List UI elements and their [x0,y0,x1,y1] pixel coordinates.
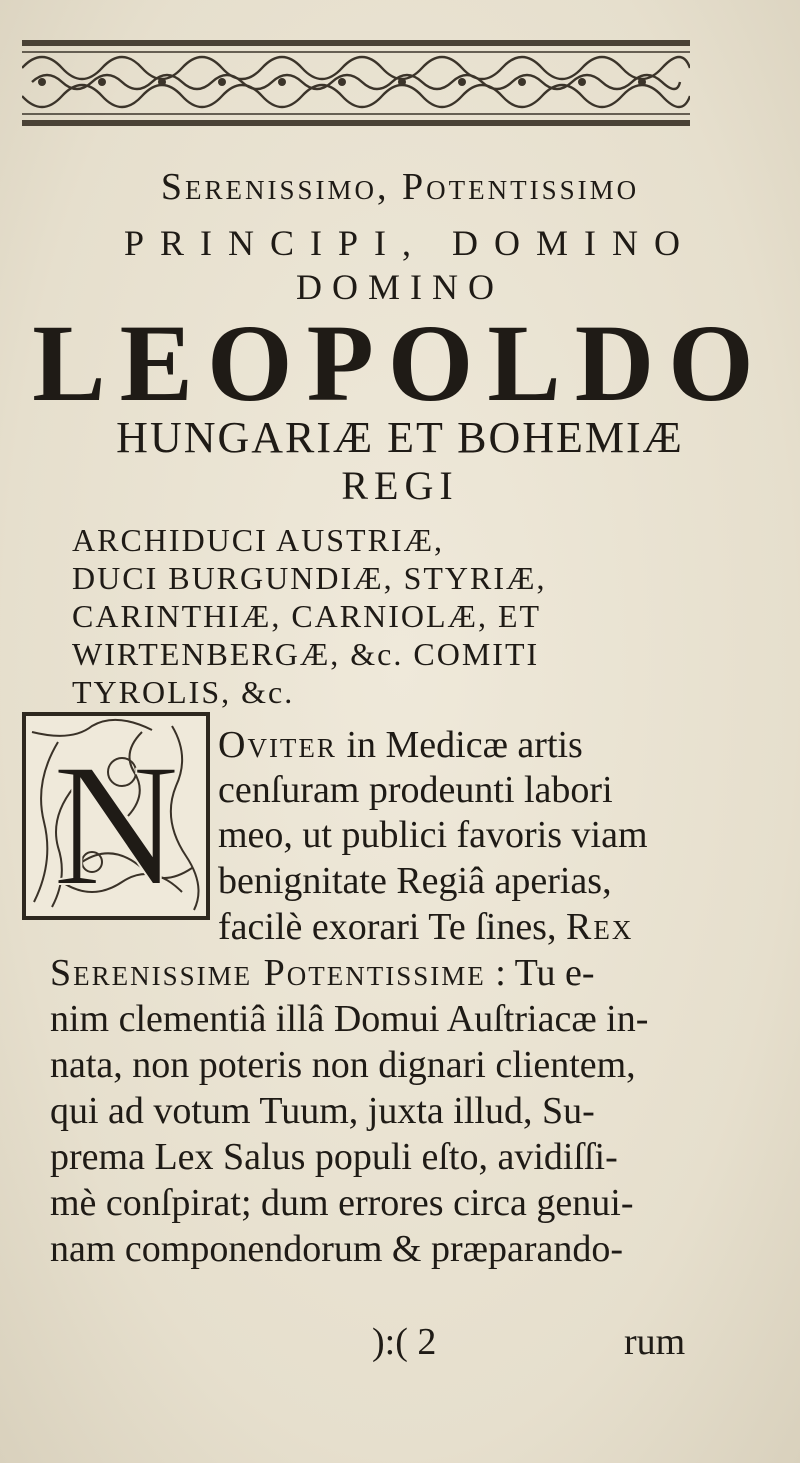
title-line: DUCI BURGUNDIÆ, STYRIÆ, [72,560,547,596]
text-line: meo, ut publici favoris viam [218,814,648,856]
text-line: mè conſpirat; dum errores circa genui- [50,1182,634,1224]
text-line: nam componendorum & præparando- [50,1228,624,1270]
dedication-line-2: PRINCIPI, DOMINO [123,223,697,263]
page-footer [0,1320,800,1370]
signature-mark: ):( 2 [372,1321,437,1363]
title-line: TYROLIS, &c. [72,674,295,710]
text-line: nim clementiâ illâ Domui Auſtriacæ in- [50,998,649,1040]
title-line: ARCHIDUCI AUSTRIÆ, [72,522,445,558]
ornamental-headpiece [22,38,690,130]
dedication-line-1: Serenissimo, Potentissimo [160,166,640,208]
dedication-line-3: DOMINO [296,267,504,307]
title-line: CARINTHIÆ, CARNIOLÆ, ET [72,598,542,634]
dedication-line-5: HUNGARIÆ ET BOHEMIÆ [116,413,684,462]
line-text: in Medicæ artis [336,724,583,766]
address-rex: Rex [565,906,634,948]
initial-continuation: Oviter [218,724,337,766]
line-text: : Tu e- [485,952,595,994]
text-line: cenſuram prodeunti labori [218,769,613,811]
line-text: facilè exorari Te ſines, [218,906,566,948]
text-line: qui ad votum Tuum, juxta illud, Su- [50,1090,595,1132]
text-line [218,726,583,764]
title-line: WIRTENBERGÆ, &c. COMITI [72,636,540,672]
text-line: prema Lex Salus populi eſto, avidiſſi- [50,1136,618,1178]
decorated-initial [22,712,210,920]
dedicatee-name: LEOPOLDO [32,302,768,424]
text-line [50,954,595,992]
text-line: nata, non poteris non dignari clientem, [50,1044,636,1086]
initial-letter: N [52,728,180,920]
address-serenissime: Serenissime Potentissime [50,952,486,994]
catchword: rum [624,1321,686,1363]
dedication-line-6: REGI [341,463,459,508]
text-line [218,908,633,946]
text-line: benignitate Regiâ aperias, [218,860,612,902]
